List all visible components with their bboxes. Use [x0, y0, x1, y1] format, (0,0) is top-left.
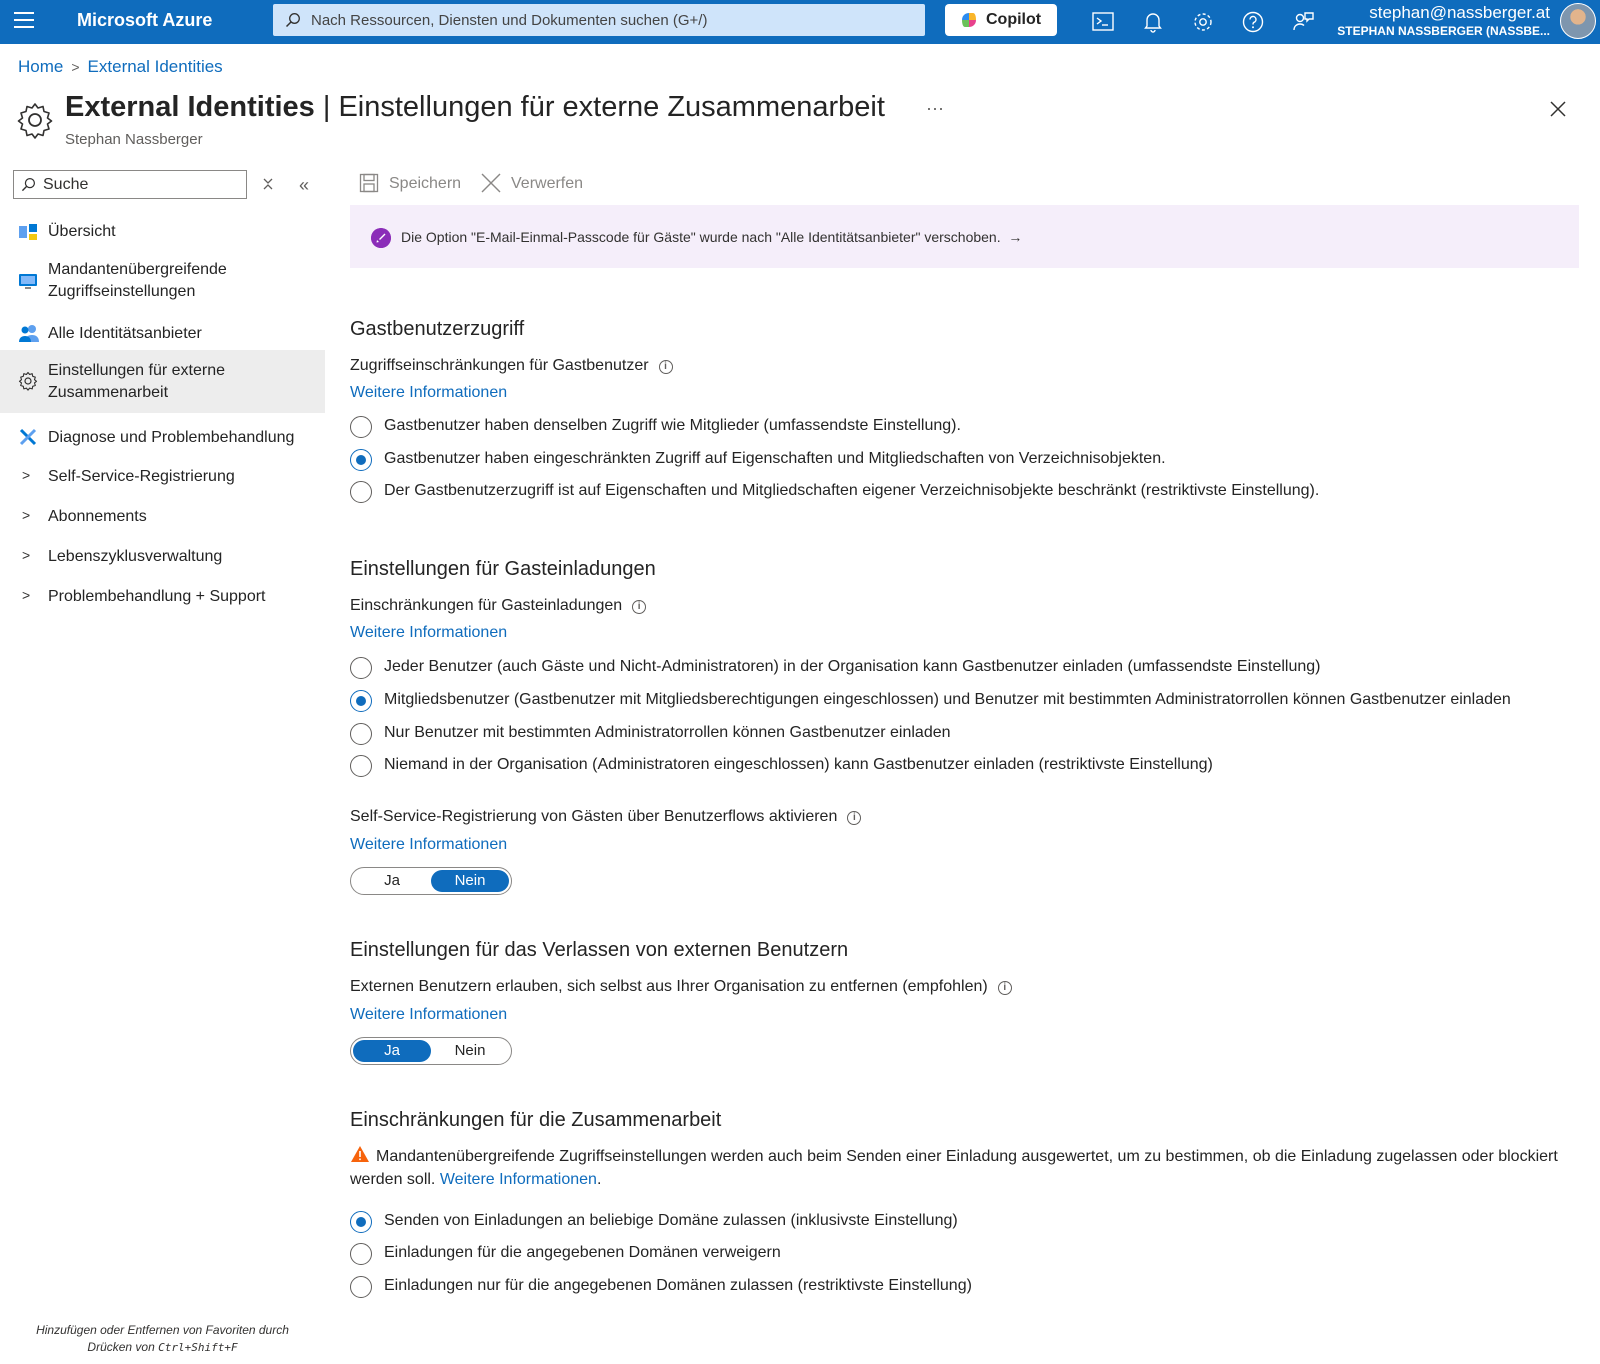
help-icon[interactable] — [1241, 10, 1265, 34]
toggle-no[interactable]: Nein — [454, 1042, 486, 1059]
chevron-right-icon: > — [22, 587, 31, 603]
guest-invite-learn-more-link[interactable]: Weitere Informationen — [350, 624, 508, 641]
radio-button[interactable] — [350, 481, 372, 503]
favorites-hint-prefix: Drücken von — [87, 1340, 159, 1354]
leave-heading: Einstellungen für das Verlassen von externen Benutzern — [350, 939, 849, 961]
warning-icon — [350, 1145, 370, 1163]
save-icon — [359, 173, 379, 193]
breadcrumb-external-identities[interactable]: External Identities — [87, 57, 223, 76]
radio-button[interactable] — [350, 723, 372, 745]
guest-access-learn-more-link[interactable]: Weitere Informationen — [350, 384, 508, 401]
sidebar-item-label: Übersicht — [48, 223, 116, 240]
chevron-right-icon: > — [22, 547, 31, 563]
settings-gear-icon[interactable] — [1191, 10, 1215, 34]
page-title — [65, 91, 885, 124]
sidebar-item-mandantenuebergreifende[interactable] — [0, 255, 325, 307]
sidebar-item-lebenszyklus[interactable] — [0, 537, 325, 577]
sidebar-item-identitaetsanbieter[interactable] — [0, 314, 325, 354]
leave-toggle[interactable] — [350, 1037, 512, 1065]
chevron-right-icon: > — [22, 507, 31, 523]
guest-access-label — [350, 357, 673, 375]
guest-invite-label — [350, 597, 646, 615]
sidebar-item-label: Diagnose und Problembehandlung — [48, 429, 295, 446]
sidebar-search[interactable] — [13, 170, 247, 199]
people-icon — [18, 323, 40, 343]
sidebar-item-self-service[interactable] — [0, 457, 325, 497]
search-icon — [21, 177, 36, 192]
radio-button[interactable] — [350, 1276, 372, 1298]
collab-learn-more-link[interactable]: Weitere Informationen — [439, 1171, 597, 1188]
self-service-label-text: Self-Service-Registrierung von Gästen über Benutzerflows aktivieren — [350, 808, 838, 825]
sidebar-search-input[interactable] — [43, 171, 243, 198]
close-icon[interactable] — [1549, 100, 1567, 118]
toggle-no[interactable]: Nein — [431, 870, 509, 892]
radio-button[interactable] — [350, 690, 372, 712]
copilot-button[interactable] — [945, 4, 1057, 36]
radio-button[interactable] — [350, 416, 372, 438]
radio-button[interactable] — [350, 657, 372, 679]
discard-x-icon — [481, 173, 501, 193]
favorites-hint-shortcut: Ctrl+Shift+F — [158, 1341, 238, 1354]
guest-access-label-text: Zugriffseinschränkungen für Gastbenutzer — [350, 357, 649, 374]
self-service-toggle[interactable] — [350, 867, 512, 895]
feedback-icon[interactable] — [1291, 10, 1315, 34]
search-icon — [285, 12, 301, 28]
favorites-hint-line2 — [0, 1339, 325, 1356]
user-tenant: STEPHAN NASSBERGER (NASSBE... — [1337, 24, 1550, 38]
collab-warning-text: Mandantenübergreifende Zugriffseinstellungen werden auch beim Senden einer Einladung ausgewertet, um zu bestimmen, ob die Einladung zugelassen oder blockiert werden soll. — [350, 1148, 1558, 1188]
user-email: stephan@nassberger.at — [1369, 3, 1550, 22]
radio-button[interactable] — [350, 755, 372, 777]
info-icon[interactable]: i — [998, 981, 1012, 995]
save-label: Speichern — [389, 175, 462, 192]
radio-label: Jeder Benutzer (auch Gäste und Nicht-Administratoren) in der Organisation kann Gastbenutzer einladen (umfassendste Einstellung) — [384, 658, 1321, 675]
rocket-icon — [371, 228, 391, 248]
page-title-bold: External Identities — [65, 91, 315, 123]
collapse-sidebar-icon[interactable]: « — [299, 175, 310, 195]
cloud-shell-icon[interactable] — [1091, 10, 1115, 34]
top-bar — [0, 0, 1600, 44]
sidebar-item-label: Einstellungen für externe Zusammenarbeit — [48, 362, 225, 401]
radio-label: Gastbenutzer haben eingeschränkten Zugriff auf Eigenschaften und Mitgliedschaften von Verzeichnisobjekten. — [384, 450, 1166, 467]
sidebar-item-label: Mandantenübergreifende Zugriffseinstellungen — [48, 261, 227, 300]
wrench-icon — [18, 427, 38, 447]
guest-invite-label-text: Einschränkungen für Gasteinladungen — [350, 597, 623, 614]
sidebar-item-externe-zusammenarbeit[interactable] — [0, 350, 325, 413]
arrow-right-icon[interactable]: → — [1008, 229, 1023, 245]
collab-warning: Mandantenübergreifende Zugriffseinstellungen werden auch beim Senden einer Einladung ausgewertet, um zu bestimmen, ob die Einladung zugelassen oder blockiert werden soll. Weitere Informationen. — [350, 1145, 1580, 1191]
radio-button[interactable] — [350, 1211, 372, 1233]
sidebar-item-uebersicht[interactable] — [0, 212, 325, 252]
chevron-right-icon: > — [71, 59, 80, 75]
radio-label: Der Gastbenutzerzugriff ist auf Eigenschaften und Mitgliedschaften eigener Verzeichnisobjekte beschränkt (restriktivste Einstellung). — [384, 482, 1320, 499]
info-icon[interactable]: i — [659, 360, 673, 374]
monitor-icon — [18, 271, 38, 291]
self-service-label — [350, 808, 861, 826]
leave-label — [350, 978, 1012, 996]
page-title-rest: | Einstellungen für externe Zusammenarbeit — [314, 91, 885, 123]
avatar[interactable] — [1560, 3, 1596, 39]
discard-button[interactable] — [481, 173, 584, 198]
copilot-label: Copilot — [986, 11, 1042, 28]
info-icon[interactable]: i — [847, 811, 861, 825]
toggle-yes[interactable]: Ja — [384, 872, 400, 889]
clear-filter-icon[interactable] — [262, 177, 274, 191]
account-info[interactable] — [1337, 3, 1550, 38]
radio-label: Einladungen nur für die angegebenen Domänen zulassen (restriktivste Einstellung) — [384, 1277, 972, 1294]
radio-label: Nur Benutzer mit bestimmten Administratorrollen können Gastbenutzer einladen — [384, 724, 951, 741]
sidebar-item-label: Problembehandlung + Support — [48, 588, 266, 605]
favorites-hint-line1: Hinzufügen oder Entfernen von Favoriten durch — [36, 1323, 289, 1337]
copilot-icon — [960, 12, 978, 28]
radio-label: Einladungen für die angegebenen Domänen verweigern — [384, 1244, 781, 1261]
breadcrumb-home[interactable]: Home — [18, 57, 64, 76]
global-search[interactable] — [273, 4, 925, 36]
hamburger-menu-icon[interactable] — [14, 12, 34, 30]
sidebar-item-label: Abonnements — [48, 508, 147, 525]
banner-text: Die Option "E-Mail-Einmal-Passcode für Gäste" wurde nach "Alle Identitätsanbieter" verschoben. — [401, 229, 1001, 245]
save-button[interactable] — [359, 173, 462, 198]
collab-heading: Einschränkungen für die Zusammenarbeit — [350, 1109, 722, 1131]
leave-learn-more-link[interactable]: Weitere Informationen — [350, 1006, 508, 1023]
notification-bell-icon[interactable] — [1141, 10, 1165, 34]
info-banner — [350, 205, 1579, 268]
radio-label: Gastbenutzer haben denselben Zugriff wie Mitglieder (umfassendste Einstellung). — [384, 417, 961, 434]
sidebar-item-label: Alle Identitätsanbieter — [48, 325, 202, 342]
leave-label-text: Externen Benutzern erlauben, sich selbst aus Ihrer Organisation zu entfernen (empfohlen) — [350, 978, 988, 995]
radio-label: Senden von Einladungen an beliebige Domäne zulassen (inklusivste Einstellung) — [384, 1212, 958, 1229]
breadcrumb — [18, 57, 223, 77]
discard-label: Verwerfen — [511, 175, 584, 192]
chevron-right-icon: > — [22, 467, 31, 483]
self-service-learn-more-link[interactable]: Weitere Informationen — [350, 836, 508, 853]
global-search-input[interactable] — [311, 4, 911, 36]
guest-invite-heading: Einstellungen für Gasteinladungen — [350, 558, 656, 580]
banner-message[interactable] — [401, 229, 1022, 245]
radio-label: Mitgliedsbenutzer (Gastbenutzer mit Mitgliedsberechtigungen eingeschlossen) und Benutzer mit bestimmten Administratorrollen können Gastbenutzer einladen — [384, 691, 1511, 708]
more-options-button[interactable]: ··· — [926, 98, 944, 118]
sidebar-item-diagnose[interactable] — [0, 418, 325, 458]
sidebar-item-label: Lebenszyklusverwaltung — [48, 548, 223, 565]
brand-logo-text[interactable]: Microsoft Azure — [77, 10, 213, 30]
guest-access-heading: Gastbenutzerzugriff — [350, 318, 525, 340]
sidebar-item-abonnements[interactable] — [0, 497, 325, 537]
radio-label: Niemand in der Organisation (Administratoren eingeschlossen) kann Gastbenutzer einladen (restriktivste Einstellung) — [384, 756, 1213, 773]
toggle-yes[interactable]: Ja — [353, 1040, 431, 1062]
radio-button[interactable] — [350, 449, 372, 471]
overview-icon — [18, 222, 38, 242]
favorites-hint — [0, 1322, 325, 1356]
info-icon[interactable]: i — [632, 600, 646, 614]
gear-icon — [16, 101, 54, 139]
page-subtitle: Stephan Nassberger — [65, 131, 203, 148]
sidebar-item-support[interactable] — [0, 577, 325, 617]
gear-icon — [18, 371, 38, 391]
radio-button[interactable] — [350, 1243, 372, 1265]
sidebar-item-label: Self-Service-Registrierung — [48, 468, 235, 485]
